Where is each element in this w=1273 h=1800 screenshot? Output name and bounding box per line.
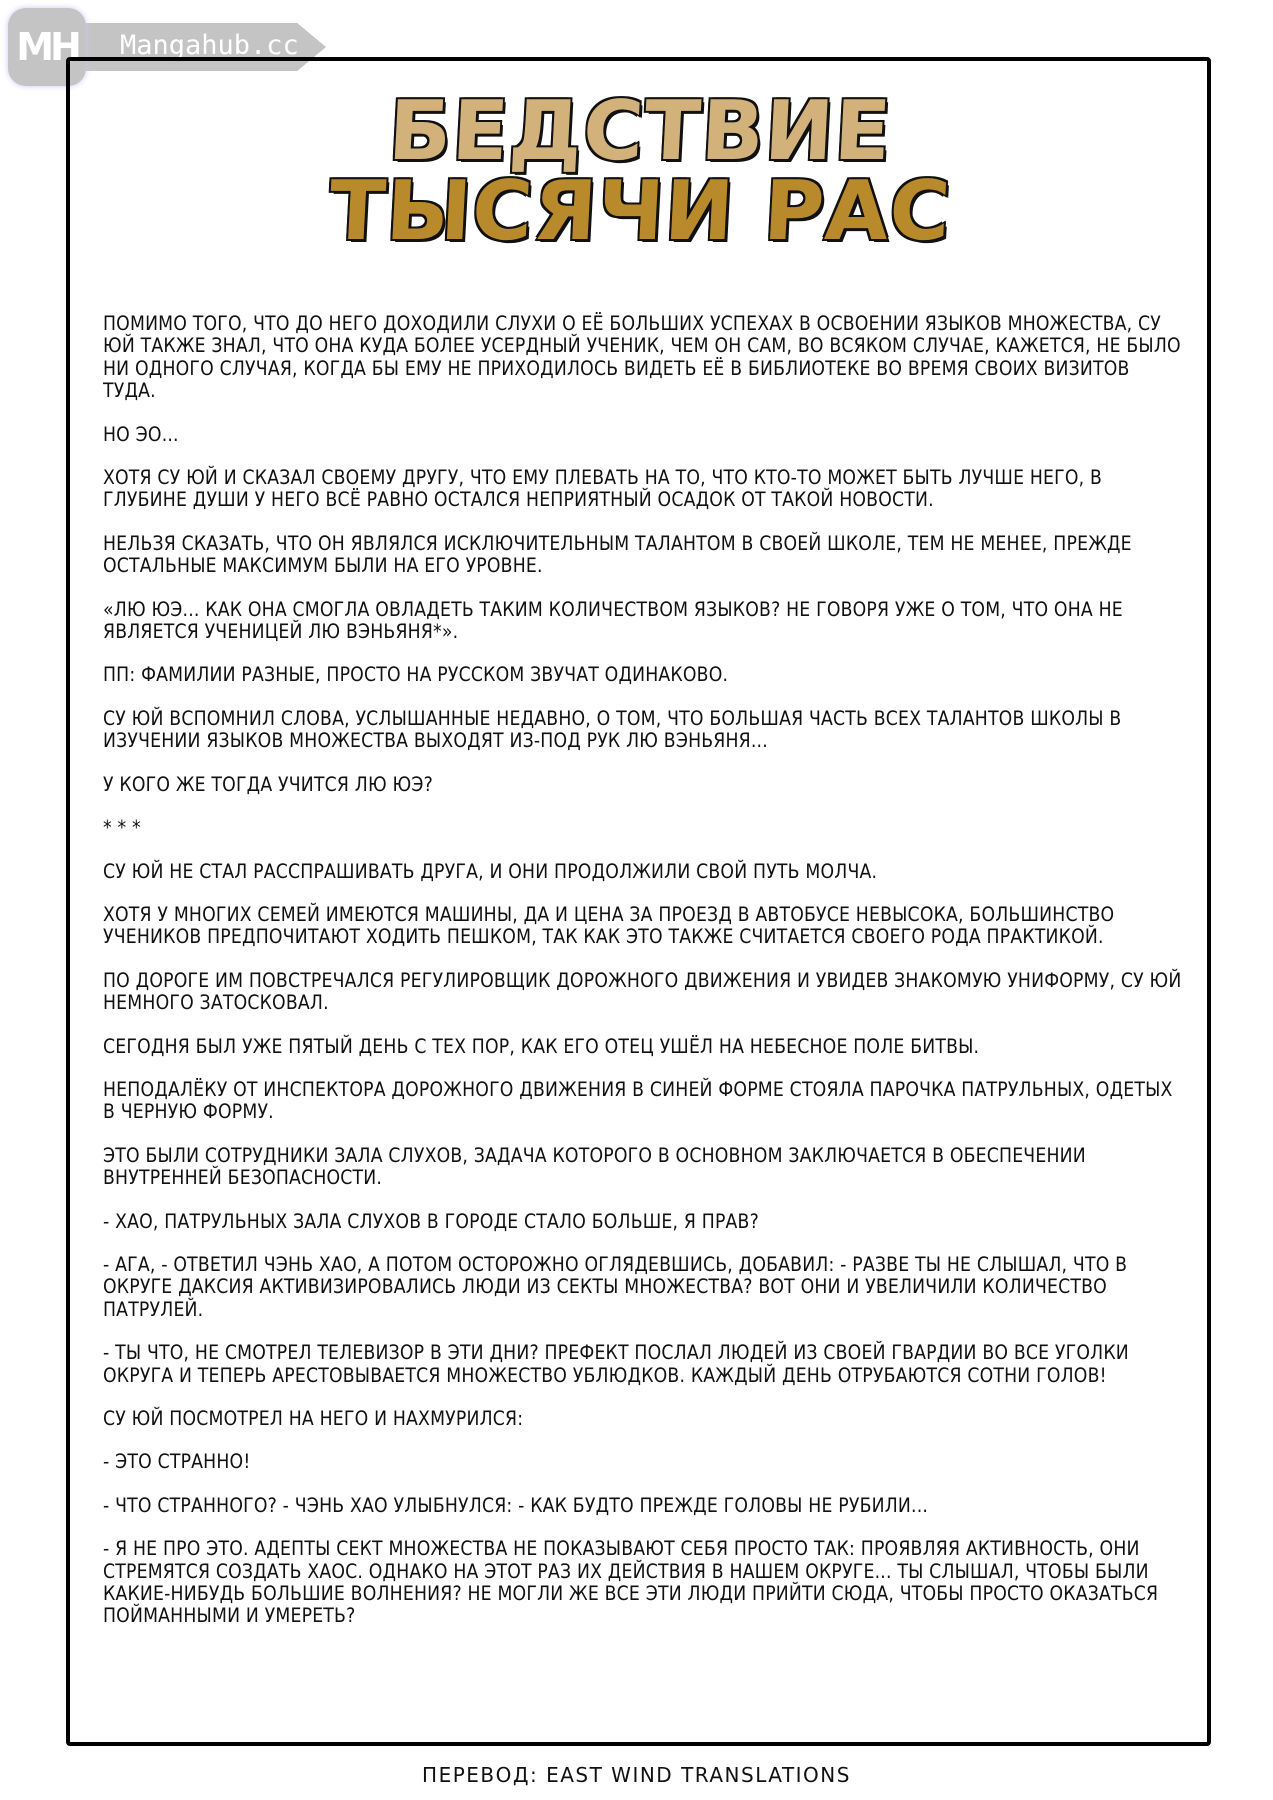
chapter-text [103,313,1183,1649]
paragraph: ЭТО БЫЛИ СОТРУДНИКИ ЗАЛА СЛУХОВ, ЗАДАЧА КОТОРОГО В ОСНОВНОМ ЗАКЛЮЧАЕТСЯ В ОБЕСПЕЧЕНИИ ВНУТРЕННЕЙ БЕЗОПАСНОСТИ. [103,1143,1086,1190]
dialogue-line: - ЭТО СТРАННО! [103,1450,251,1474]
paragraph: НЕЛЬЗЯ СКАЗАТЬ, ЧТО ОН ЯВЛЯЛСЯ ИСКЛЮЧИТЕЛЬНЫМ ТАЛАНТОМ В СВОЕЙ ШКОЛЕ, ТЕМ НЕ МЕНЕЕ, ПРЕЖДЕ ОСТАЛЬНЫЕ МАКСИМУМ БЫЛИ НА ЕГО УРОВНЕ. [103,531,1132,578]
translator-credit: ПЕРЕВОД: EAST WIND TRANSLATIONS [422,1763,851,1787]
site-logo-icon: MH [8,8,86,86]
paragraph: СУ ЮЙ ВСПОМНИЛ СЛОВА, УСЛЫШАННЫЕ НЕДАВНО, О ТОМ, ЧТО БОЛЬШАЯ ЧАСТЬ ВСЕХ ТАЛАНТОВ ШКОЛЫ В ИЗУЧЕНИИ ЯЗЫКОВ МНОЖЕСТВА ВЫХОДЯТ ИЗ-ПОД РУК ЛЮ ВЭНЬЯНЯ... [103,706,1122,753]
paragraph: У КОГО ЖЕ ТОГДА УЧИТСЯ ЛЮ ЮЭ? [103,772,433,796]
dialogue-line: - ЧТО СТРАННОГО? - ЧЭНЬ ХАО УЛЫБНУЛСЯ: - КАК БУДТО ПРЕЖДЕ ГОЛОВЫ НЕ РУБИЛИ... [103,1493,929,1517]
title-line-1: БЕДСТВИЕ [386,84,894,179]
translator-note: ПП: ФАМИЛИИ РАЗНЫЕ, ПРОСТО НА РУССКОМ ЗВУЧАТ ОДИНАКОВО. [103,663,729,687]
paragraph: ПОМИМО ТОГО, ЧТО ДО НЕГО ДОХОДИЛИ СЛУХИ О ЕЁ БОЛЬШИХ УСПЕХАХ В ОСВОЕНИИ ЯЗЫКОВ МНОЖЕСТВА, СУ ЮЙ ТАКЖЕ ЗНАЛ, ЧТО ОНА КУДА БОЛЕЕ УСЕРДНЫЙ УЧЕНИК, ЧЕМ ОН САМ, ВО ВСЯКОМ СЛУЧАЕ, КАЖЕТСЯ, НЕ БЫЛО НИ ОДНОГО СЛУЧАЯ, КОГДА БЫ ЕМУ НЕ ПРИХОДИЛОСЬ ВИДЕТЬ ЕЁ В БИБЛИОТЕКЕ ВО ВРЕМЯ СВОИХ ВИЗИТОВ ТУДА. [103,312,1181,403]
dialogue-line: - ТЫ ЧТО, НЕ СМОТРЕЛ ТЕЛЕВИЗОР В ЭТИ ДНИ? ПРЕФЕКТ ПОСЛАЛ ЛЮДЕЙ ИЗ СВОЕЙ ГВАРДИИ ВО ВСЕ УГОЛКИ ОКРУГА И ТЕПЕРЬ АРЕСТОВЫВАЕТСЯ МНОЖЕСТВО УБЛЮДКОВ. КАЖДЫЙ ДЕНЬ ОТРУБАЮТСЯ СОТНИ ГОЛОВ! [103,1341,1129,1387]
paragraph: ХОТЯ СУ ЮЙ И СКАЗАЛ СВОЕМУ ДРУГУ, ЧТО ЕМУ ПЛЕВАТЬ НА ТО, ЧТО КТО-ТО МОЖЕТ БЫТЬ ЛУЧШЕ НЕГО, В ГЛУБИНЕ ДУШИ У НЕГО ВСЁ РАВНО ОСТАЛСЯ НЕПРИЯТНЫЙ ОСАДОК ОТ ТАКОЙ НОВОСТИ. [103,466,1103,512]
dialogue-line: - ХАО, ПАТРУЛЬНЫХ ЗАЛА СЛУХОВ В ГОРОДЕ СТАЛО БОЛЬШЕ, Я ПРАВ? [103,1209,759,1233]
dialogue-line: - АГА, - ОТВЕТИЛ ЧЭНЬ ХАО, А ПОТОМ ОСТОРОЖНО ОГЛЯДЕВШИСЬ, ДОБАВИЛ: - РАЗВЕ ТЫ НЕ СЛЫШАЛ, ЧТО В ОКРУГЕ ДАКСИЯ АКТИВИЗИРОВАЛИСЬ ЛЮДИ ИЗ СЕКТЫ МНОЖЕСТВА? ВОТ ОНИ И УВЕЛИЧИЛИ КОЛИЧЕСТВО ПАТРУЛЕЙ. [103,1252,1128,1321]
paragraph: НЕПОДАЛЁКУ ОТ ИНСПЕКТОРА ДОРОЖНОГО ДВИЖЕНИЯ В СИНЕЙ ФОРМЕ СТОЯЛА ПАРОЧКА ПАТРУЛЬНЫХ, ОДЕТЫХ В ЧЕРНУЮ ФОРМУ. [103,1077,1173,1124]
page-title [300,84,980,260]
scene-break: * * * [103,816,141,840]
paragraph: ПО ДОРОГЕ ИМ ПОВСТРЕЧАЛСЯ РЕГУЛИРОВЩИК ДОРОЖНОГО ДВИЖЕНИЯ И УВИДЕВ ЗНАКОМУЮ УНИФОРМУ, СУ ЮЙ НЕМНОГО ЗАТОСКОВАЛ. [103,968,1182,1015]
dialogue-line: - Я НЕ ПРО ЭТО. АДЕПТЫ СЕКТ МНОЖЕСТВА НЕ ПОКАЗЫВАЮТ СЕБЯ ПРОСТО ТАК: ПРОЯВЛЯЯ АКТИВНОСТЬ, ОНИ СТРЕМЯТСЯ СОЗДАТЬ ХАОС. ОДНАКО НА ЭТОТ РАЗ ИХ ДЕЙСТВИЯ В НАШЕМ ОКРУГЕ... ТЫ СЛЫШАЛ, ЧТОБЫ БЫЛИ КАКИЕ-НИБУДЬ БОЛЬШИЕ ВОЛНЕНИЯ? НЕ МОГЛИ ЖЕ ВСЕ ЭТИ ЛЮДИ ПРИЙТИ СЮДА, ЧТОБЫ ПРОСТО ОКАЗАТЬСЯ ПОЙМАННЫМИ И УМЕРЕТЬ? [103,1537,1159,1628]
paragraph: «ЛЮ ЮЭ... КАК ОНА СМОГЛА ОВЛАДЕТЬ ТАКИМ КОЛИЧЕСТВОМ ЯЗЫКОВ? НЕ ГОВОРЯ УЖЕ О ТОМ, ЧТО ОНА НЕ ЯВЛЯЕТСЯ УЧЕНИЦЕЙ ЛЮ ВЭНЬЯНЯ*». [103,597,1123,644]
paragraph: СУ ЮЙ НЕ СТАЛ РАССПРАШИВАТЬ ДРУГА, И ОНИ ПРОДОЛЖИЛИ СВОЙ ПУТЬ МОЛЧА. [103,859,878,883]
paragraph: СУ ЮЙ ПОСМОТРЕЛ НА НЕГО И НАХМУРИЛСЯ: [103,1407,524,1430]
watermark-site-name: Mangahub.cc [120,30,299,61]
paragraph: НО ЭО... [103,422,179,446]
title-line-2: ТЫСЯЧИ РАС [326,164,954,260]
paragraph: ХОТЯ У МНОГИХ СЕМЕЙ ИМЕЮТСЯ МАШИНЫ, ДА И ЦЕНА ЗА ПРОЕЗД В АВТОБУСЕ НЕВЫСОКА, БОЛЬШИНСТВО УЧЕНИКОВ ПРЕДПОЧИТАЮТ ХОДИТЬ ПЕШКОМ, ТАК КАК ЭТО ТАКЖЕ СЧИТАЕТСЯ СВОЕГО РОДА ПРАКТИКОЙ. [103,902,1115,949]
paragraph: СЕГОДНЯ БЫЛ УЖЕ ПЯТЫЙ ДЕНЬ С ТЕХ ПОР, КАК ЕГО ОТЕЦ УШЁЛ НА НЕБЕСНОЕ ПОЛЕ БИТВЫ. [103,1034,980,1058]
